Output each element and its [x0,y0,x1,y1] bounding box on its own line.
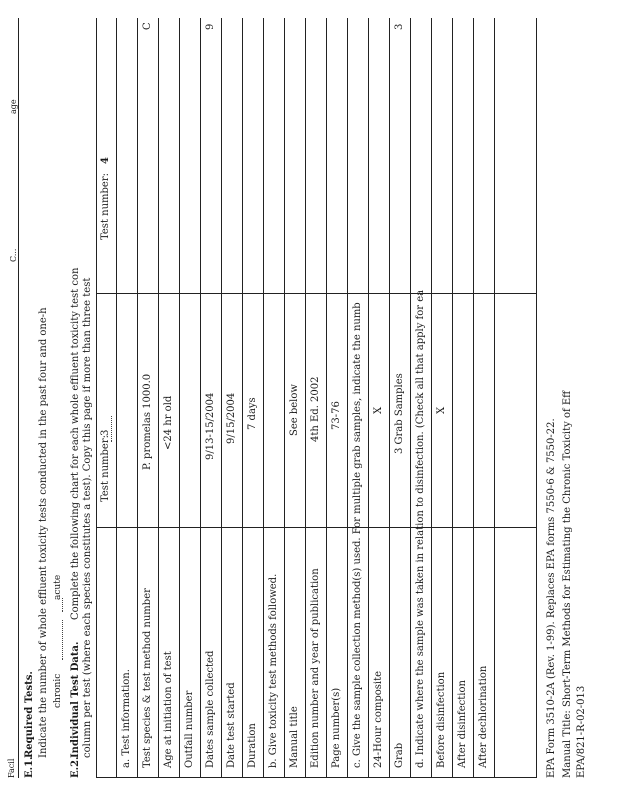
row-value: 9/13-15/2004 [205,392,216,460]
row-label: Duration [247,723,258,768]
row-label: Test species & test method number [142,588,153,768]
row-value: 73-76 [331,401,342,430]
test1-header-line [111,416,112,442]
row-label: Date test started [226,682,237,768]
section-e2-instruction-cont: column per test (where each species constitutes a test). Copy this page if more than three test [82,277,93,758]
table-bottom-border [536,18,537,778]
header-right-mark: age [9,99,18,114]
row-label: c. Give the sample collection method(s) used. For multiple grab samples, indicate the numb [352,302,363,768]
row-rule [263,18,264,778]
section-e2-instruction: Complete the following chart for each whole effluent toxicity test con [70,267,81,620]
table-top-border [96,18,97,778]
row-label: Dates sample collected [205,650,216,768]
test2-header-number: 4 [100,157,111,164]
row-label: Age at initiation of test [163,651,174,768]
row-rule [389,18,390,778]
row-value: <24 hr old [163,395,174,450]
row-label: a. Test information. [121,669,132,768]
row-value: 3 Grab Samples [394,373,405,454]
test2-header-label: Test number: [100,173,111,240]
footer-manual-title: Manual Title: Short-Term Methods for Estimating the Chronic Toxicity of Eff [562,390,573,778]
row-rule [200,18,201,778]
test1-header-number: 3 [100,429,111,436]
row-value: X [436,406,447,414]
row-value: See below [289,384,300,436]
acute-label: acute [53,574,63,600]
row-rule [368,18,369,778]
row-rule [242,18,243,778]
header-rule [18,18,19,778]
row-rule [221,18,222,778]
row-label: b. Give toxicity test methods followed. [268,573,279,768]
section-e2-number: E.2. [70,756,81,778]
row-rule [452,18,453,778]
row-label: d. Indicate where the sample was taken in relation to disinfection. (Check all that apply for ea [415,289,426,768]
row-label: 24-Hour composite [373,670,384,768]
row-value: 7 days [247,397,258,430]
chronic-count-line [62,620,63,660]
row-rule [347,18,348,778]
header-left-mark: Facil [7,758,16,778]
row-label: Manual title [289,706,300,768]
row-value: 9/15/2004 [226,392,237,444]
row-label: Grab [394,742,405,768]
section-e2-title: Individual Test Data. [70,641,81,758]
row-value-2: C [142,22,153,30]
column-divider-1 [96,527,536,528]
row-value: 4th Ed. 2002 [310,376,321,442]
row-label: After dechlorination [478,665,489,768]
header-mid-mark: C... [9,248,18,262]
row-rule [305,18,306,778]
row-label: Outfall number [184,690,195,768]
row-label: After disinfection [457,680,468,768]
row-label: Before disinfection [436,671,447,768]
row-rule [179,18,180,778]
row-value: X [373,406,384,414]
test1-header-label: Test number: [100,435,111,502]
footer-manual-number: EPA/821-R-02-013 [576,685,587,778]
row-value-2: 9 [205,23,216,30]
column-divider-2 [96,293,536,294]
row-rule [137,18,138,778]
row-rule [116,18,117,778]
row-rule [326,18,327,778]
section-e1-instruction: Indicate the number of whole effluent toxicity tests conducted in the past four and one-h [38,307,49,758]
row-label: Page number(s) [331,687,342,768]
footer-form-line: EPA Form 3510-2A (Rev. 1-99). Replaces EPA forms 7550-6 & 7550-22. [546,418,557,778]
row-value: P. promelas 1000.0 [142,373,153,470]
row-rule [473,18,474,778]
table-left-border [96,777,536,778]
row-rule [410,18,411,778]
row-label: Edition number and year of publication [310,568,321,768]
row-rule [431,18,432,778]
acute-count-line [62,598,63,612]
row-rule [494,18,495,778]
chronic-label: chronic [53,673,63,708]
row-value-2: 3 [394,23,405,30]
section-e1-title: Required Tests. [24,671,35,758]
row-rule [158,18,159,778]
section-e1-number: E.1. [24,756,35,778]
row-rule [284,18,285,778]
